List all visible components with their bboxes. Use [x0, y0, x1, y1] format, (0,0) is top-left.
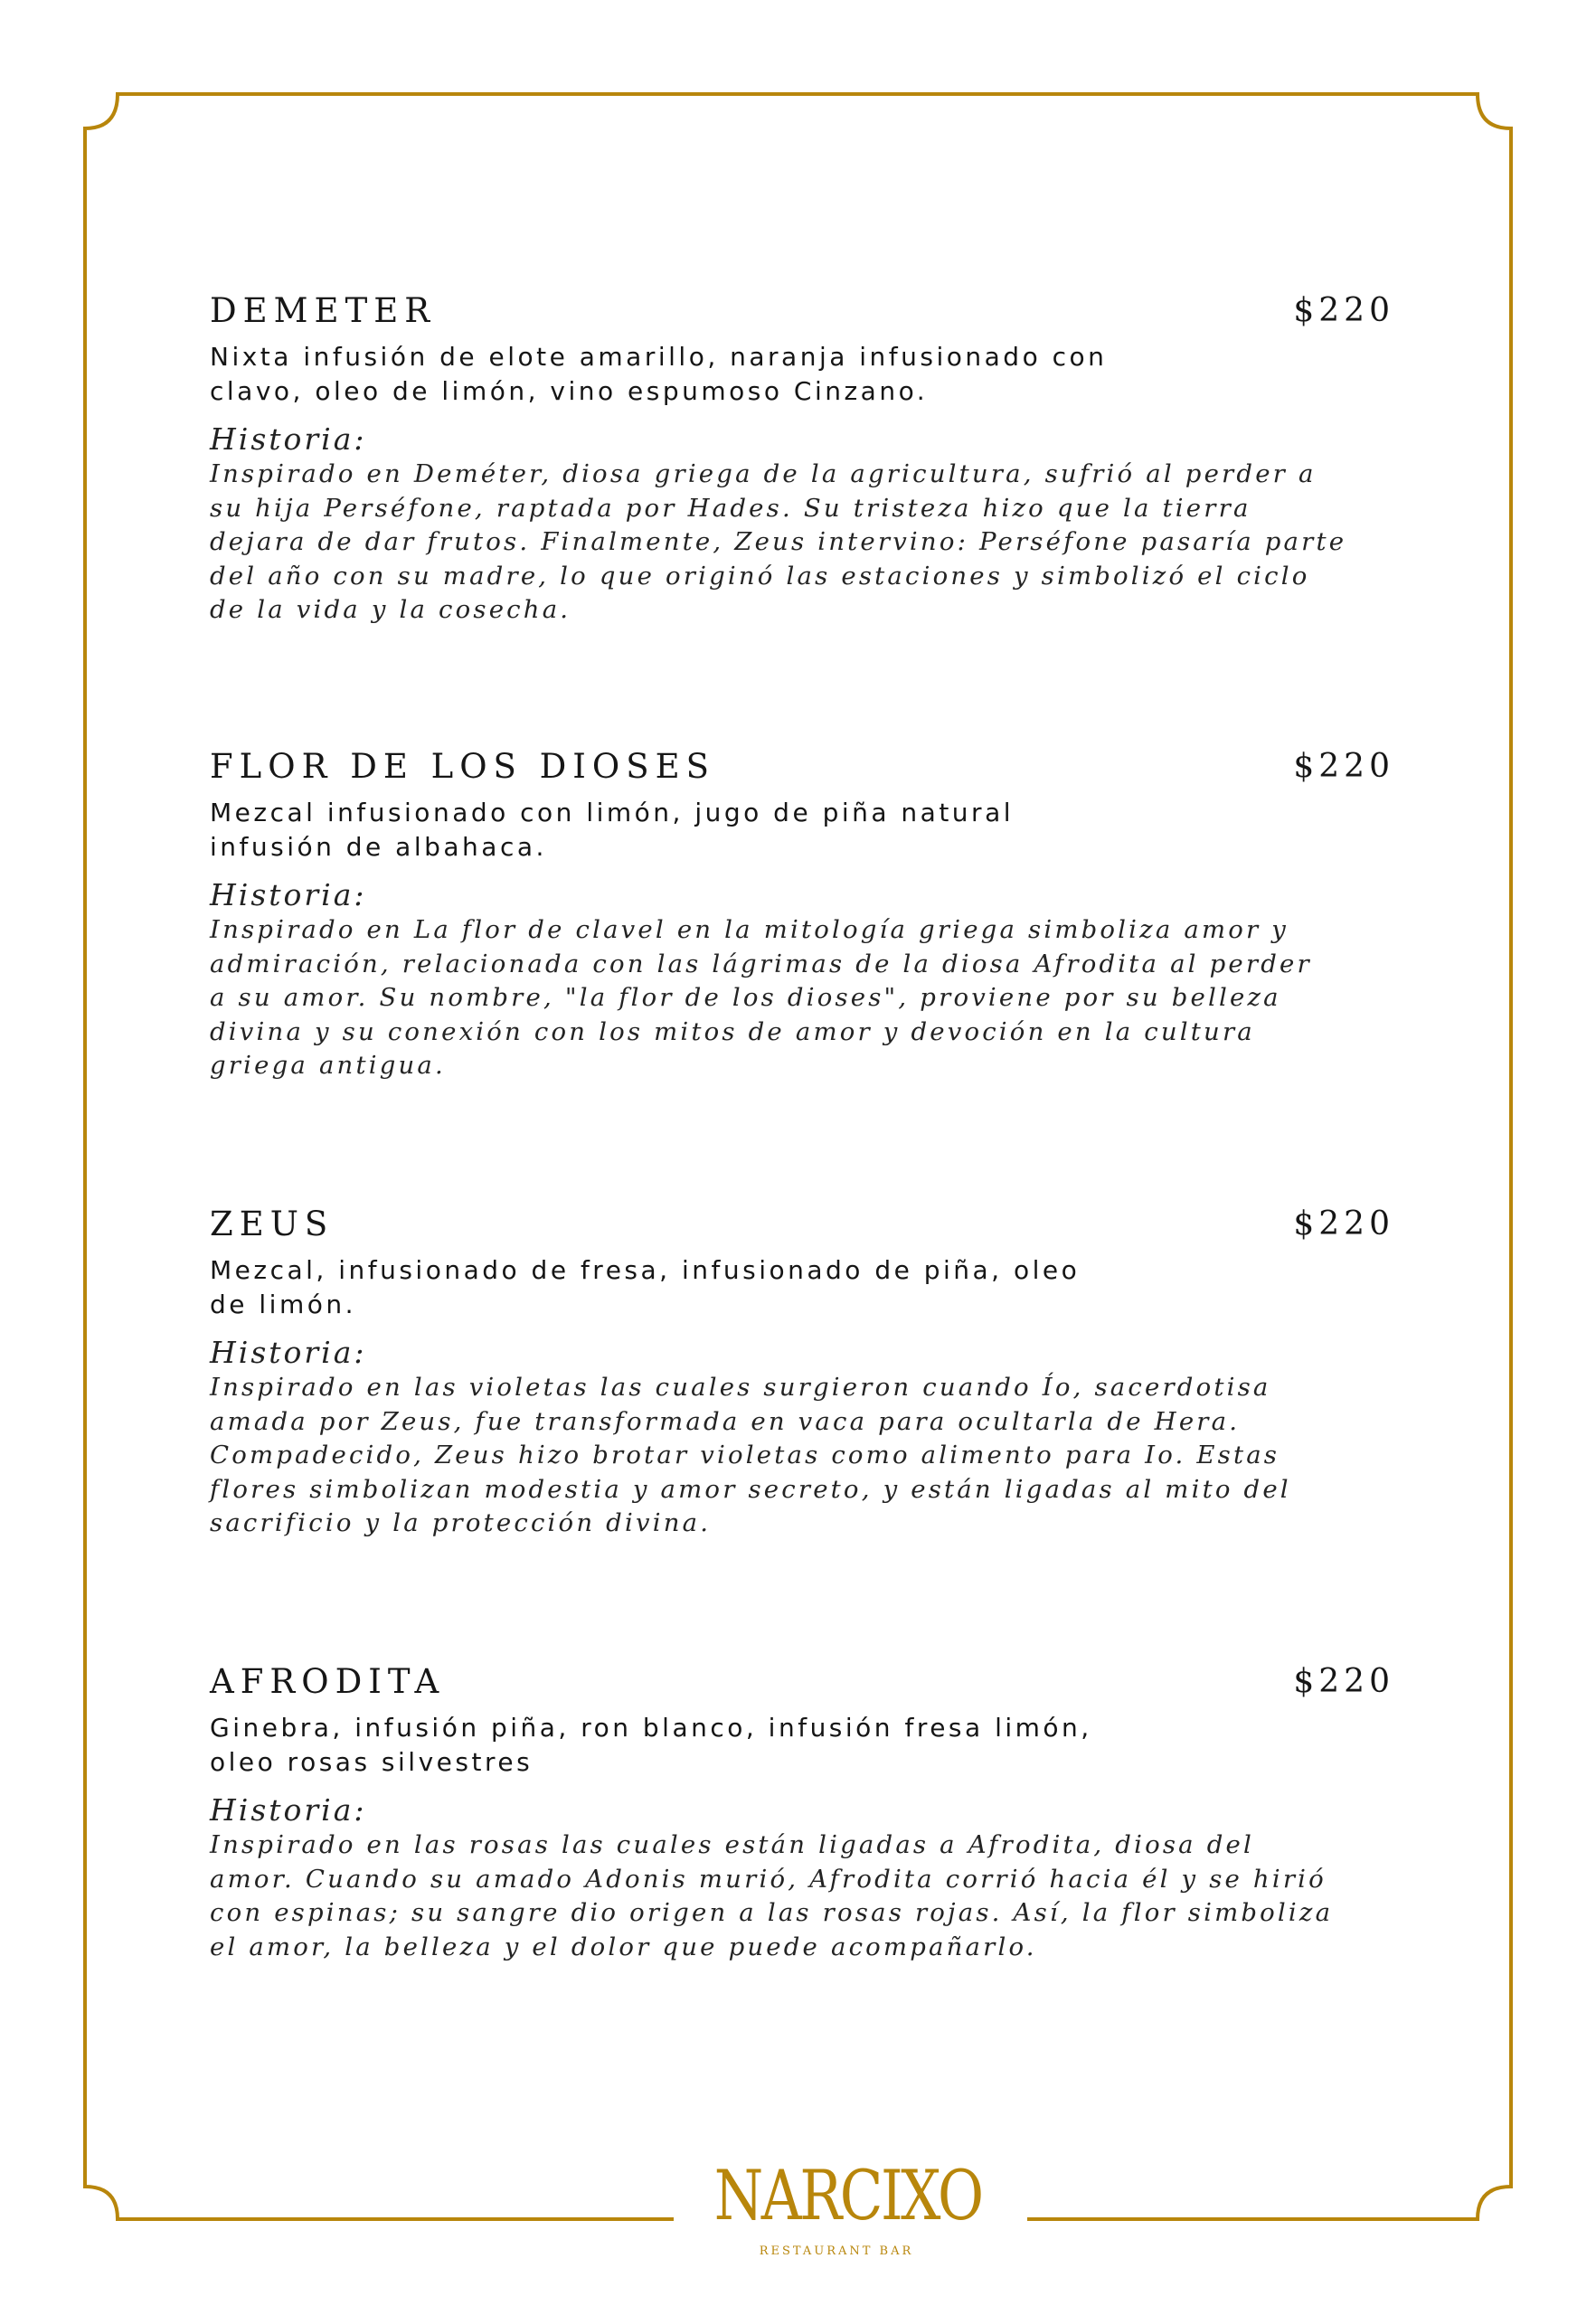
- history-line: con espinas; su sangre dio origen a las rosas rojas. Así, la flor simboliza: [210, 1898, 1334, 1927]
- item-name: ZEUS: [210, 1205, 335, 1243]
- history-line: sacrificio y la protección divina.: [210, 1508, 712, 1537]
- history-text: [210, 458, 1394, 628]
- item-description: [210, 1711, 1250, 1780]
- item-name: FLOR DE LOS DIOSES: [210, 747, 715, 786]
- history-line: del año con su madre, lo que originó las estaciones y simbolizó el ciclo: [210, 561, 1310, 591]
- item-price: $220: [1293, 292, 1394, 329]
- history-line: Inspirado en las violetas las cuales surgieron cuando Ío, sacerdotisa: [210, 1373, 1271, 1402]
- menu-item-zeus: [210, 1201, 1394, 1541]
- history-line: Inspirado en Deméter, diosa griega de la agricultura, sufrió al perder a: [210, 459, 1317, 488]
- logo-subtitle: RESTAURANT BAR: [759, 2244, 914, 2258]
- history-label: Historia:: [210, 1335, 367, 1370]
- history-line: Inspirado en La flor de clavel en la mitología griega simboliza amor y: [210, 915, 1289, 944]
- item-description: [210, 340, 1250, 409]
- history-line: dejara de dar frutos. Finalmente, Zeus intervino: Perséfone pasaría parte: [210, 527, 1347, 556]
- history-text: [210, 913, 1394, 1083]
- description-line: Mezcal infusionado con limón, jugo de piña natural: [210, 798, 1014, 827]
- item-name: DEMETER: [210, 291, 437, 330]
- description-line: de limón.: [210, 1290, 357, 1319]
- history-line: a su amor. Su nombre, "la flor de los dioses", proviene por su belleza: [210, 983, 1281, 1012]
- history-line: el amor, la belleza y el dolor que puede acompañarlo.: [210, 1932, 1037, 1961]
- history-label: Historia:: [210, 421, 367, 457]
- item-price: $220: [1293, 1663, 1394, 1700]
- description-line: Mezcal, infusionado de fresa, infusionado de piña, oleo: [210, 1255, 1081, 1285]
- history-line: admiración, relacionada con las lágrimas de la diosa Afrodita al perder: [210, 949, 1312, 978]
- description-line: Ginebra, infusión piña, ron blanco, infusión fresa limón,: [210, 1713, 1092, 1743]
- history-line: amor. Cuando su amado Adonis murió, Afrodita corrió hacia él y se hirió: [210, 1864, 1327, 1894]
- history-label: Historia:: [210, 877, 367, 912]
- description-line: oleo rosas silvestres: [210, 1747, 534, 1777]
- item-price: $220: [1293, 1205, 1394, 1243]
- item-name: AFRODITA: [210, 1662, 446, 1701]
- history-line: su hija Perséfone, raptada por Hades. Su tristeza hizo que la tierra: [210, 493, 1251, 523]
- history-line: Inspirado en las rosas las cuales están ligadas a Afrodita, diosa del: [210, 1830, 1254, 1859]
- item-description: [210, 796, 1250, 865]
- history-line: griega antigua.: [210, 1051, 446, 1080]
- description-line: Nixta infusión de elote amarillo, naranja infusionado con: [210, 342, 1108, 372]
- menu-item-afrodita: [210, 1658, 1394, 1964]
- logo-wordmark: NARCIXO: [713, 2155, 982, 2235]
- history-line: amada por Zeus, fue transformada en vaca para ocultarla de Hera.: [210, 1406, 1241, 1436]
- item-price: $220: [1293, 748, 1394, 785]
- item-description: [210, 1253, 1250, 1322]
- history-line: flores simbolizan modestia y amor secreto, y están ligadas al mito del: [210, 1474, 1291, 1504]
- description-line: clavo, oleo de limón, vino espumoso Cinzano.: [210, 376, 929, 406]
- menu-item-flor-de-los-dioses: [210, 743, 1394, 1083]
- history-label: Historia:: [210, 1792, 367, 1828]
- history-text: [210, 1371, 1394, 1541]
- history-line: de la vida y la cosecha.: [210, 595, 571, 624]
- menu-item-demeter: [210, 288, 1394, 628]
- description-line: infusión de albahaca.: [210, 832, 547, 862]
- history-line: Compadecido, Zeus hizo brotar violetas como alimento para Io. Estas: [210, 1441, 1280, 1469]
- history-line: divina y su conexión con los mitos de amor y devoción en la cultura: [210, 1016, 1255, 1046]
- restaurant-logo: [687, 2152, 986, 2261]
- history-text: [210, 1828, 1394, 1964]
